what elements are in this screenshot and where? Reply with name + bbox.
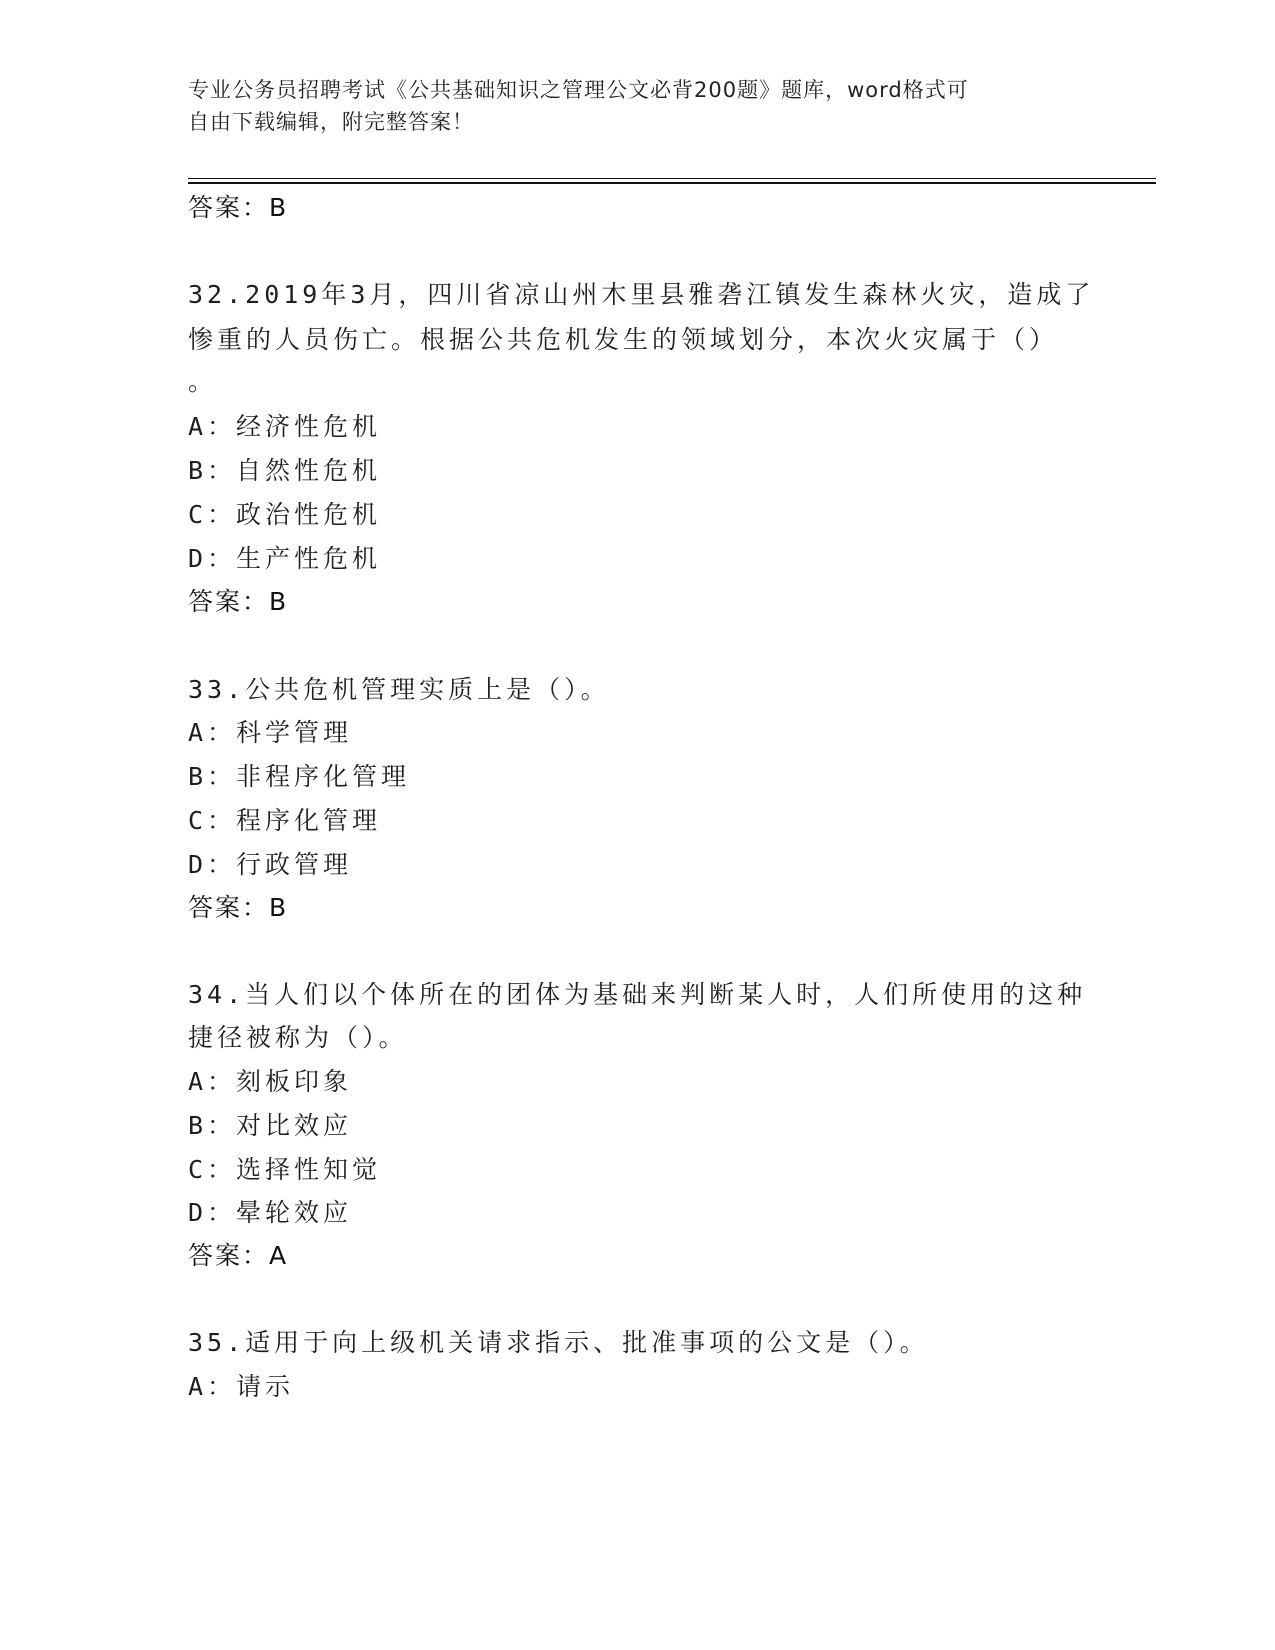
q32-answer: 答案：B: [188, 587, 289, 616]
q32-option-b: B：自然性危机: [188, 456, 382, 485]
q34-text-line-1: 34.当人们以个体所在的团体为基础来判断某人时，人们所使用的这种: [188, 980, 1087, 1009]
header-divider-thin: [188, 178, 1156, 179]
header-divider-thick: [188, 182, 1156, 184]
q32-option-a: A：经济性危机: [188, 412, 382, 441]
q34-option-c: C：选择性知觉: [188, 1155, 382, 1184]
q33-option-b: B：非程序化管理: [188, 762, 411, 791]
q34-option-a: A：刻板印象: [188, 1067, 353, 1096]
header-line-2: 自由下载编辑，附完整答案！: [188, 110, 474, 134]
q33-option-c: C：程序化管理: [188, 806, 382, 835]
q32-option-c: C：政治性危机: [188, 500, 382, 529]
q34-text-line-2: 捷径被称为（）。: [188, 1023, 408, 1052]
q32-option-d: D：生产性危机: [188, 544, 382, 573]
q34-option-b: B：对比效应: [188, 1111, 353, 1140]
q33-option-d: D：行政管理: [188, 850, 353, 879]
header-line-1: 专业公务员招聘考试《公共基础知识之管理公文必背200题》题库，word格式可: [188, 78, 969, 102]
q35-option-a: A：请示: [188, 1372, 295, 1401]
q32-text-line-2: 惨重的人员伤亡。根据公共危机发生的领域划分，本次火灾属于（）: [188, 325, 1059, 354]
answer-previous: 答案：B: [188, 193, 289, 222]
q34-answer: 答案：A: [188, 1241, 289, 1270]
q34-option-d: D：晕轮效应: [188, 1198, 353, 1227]
q33-answer: 答案：B: [188, 893, 289, 922]
page-header: [188, 74, 1088, 138]
q32-text-line-1: 32.2019年3月，四川省凉山州木里县雅砻江镇发生森林火灾，造成了: [188, 280, 1095, 309]
q32-text-line-3: 。: [188, 367, 218, 396]
q33-option-a: A：科学管理: [188, 718, 353, 747]
q35-text-line-1: 35.适用于向上级机关请求指示、批准事项的公文是（）。: [188, 1328, 929, 1357]
q33-text-line-1: 33.公共危机管理实质上是（）。: [188, 675, 610, 704]
